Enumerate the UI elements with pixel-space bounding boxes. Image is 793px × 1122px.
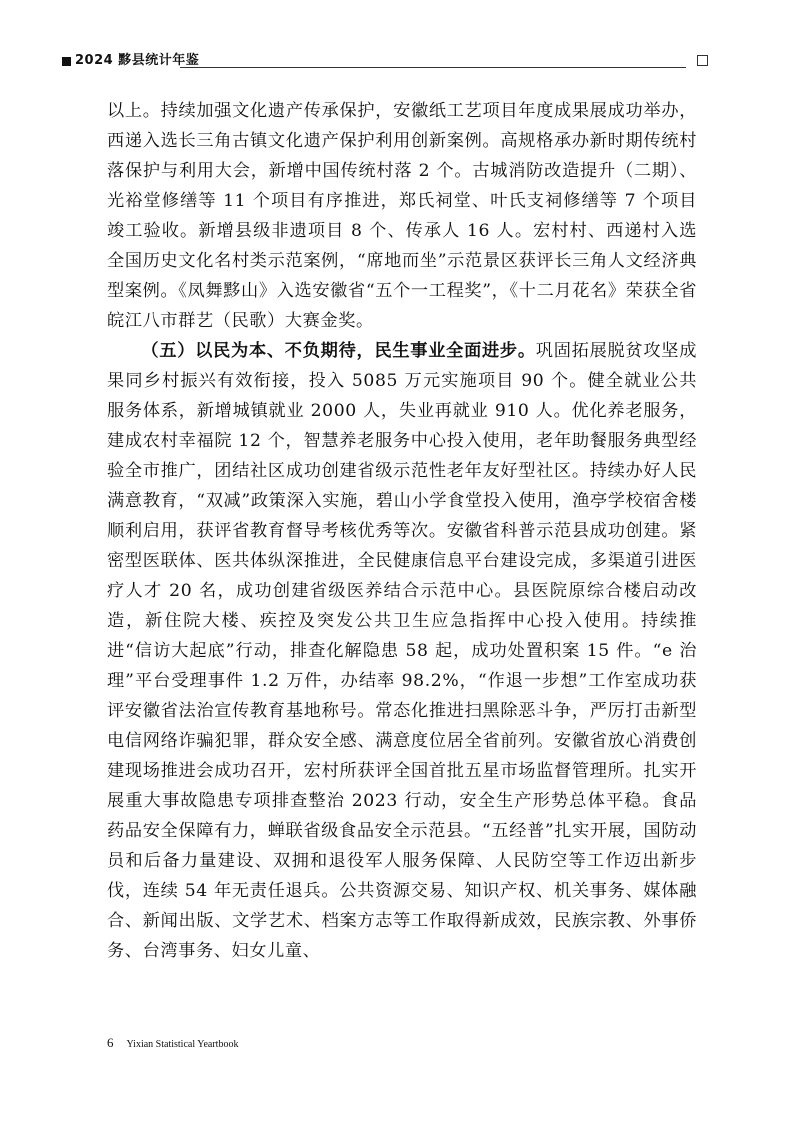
page-number: 6	[107, 1035, 114, 1050]
yearbook-title: 2024 黟县统计年鉴	[75, 53, 200, 68]
page-footer	[107, 1035, 238, 1051]
paragraph-text: 以上。持续加强文化遗产传承保护，安徽纸工艺项目年度成果展成功举办，西递入选长三角古镇文化遗产保护利用创新案例。高规格承办新时期传统村落保护与利用大会，新增中国传统村落 2 个。古城消防改造提升（二期）、光裕堂修缮等 11 个项目有序推进，郑氏祠堂、叶氏支祠修缮等 7 个项目竣工验收。新增县级非遗项目 8 个、传承人 16 人。宏村村、西递村入选全国历史文化名村类示范案例，“席地而坐”示范景区获评长三角人文经济典型案例。《凤舞黟山》入选安徽省“五个一工程奖”，《十二月花名》荣获全省皖江八市群艺（民歌）大赛金奖。	[107, 101, 697, 331]
paragraph-livelihood	[107, 336, 697, 966]
paragraph-culture	[107, 96, 697, 336]
page-header	[62, 52, 710, 74]
header-box-icon	[697, 55, 708, 66]
header-square-icon	[62, 57, 71, 66]
section-lead: （五）以民为本、不负期待，民生事业全面进步。	[141, 341, 536, 361]
header-rule	[180, 67, 686, 68]
paragraph-text: 巩固拓展脱贫攻坚成果同乡村振兴有效衔接，投入 5085 万元实施项目 90 个。健全就业公共服务体系，新增城镇就业 2000 人，失业再就业 910 人。优化养老服务，建成农村幸福院 12 个，智慧养老服务中心投入使用，老年助餐服务典型经验全市推广，团结社区成功创建省级示范性老年友好型社区。持续办好人民满意教育，“双减”政策深入实施，碧山小学食堂投入使用，渔亭学校宿舍楼顺利启用，获评省教育督导考核优秀等次。安徽省科普示范县成功创建。紧密型医联体、医共体纵深推进，全民健康信息平台建设完成，多渠道引进医疗人才 20 名，成功创建省级医养结合示范中心。县医院原综合楼启动改造，新住院大楼、疾控及突发公共卫生应急指挥中心投入使用。持续推进“信访大起底”行动，排查化解隐患 58 起，成功处置积案 15 件。“e 治理”平台受理事件 1.2 万件，办结率 98.2%，“作退一步想”工作室成功获评安徽省法治宣传教育基地称号。常态化推进扫黑除恶斗争，严厉打击新型电信网络诈骗犯罪，群众安全感、满意度位居全省前列。安徽省放心消费创建现场推进会成功召开，宏村所获评全国首批五星市场监督管理所。扎实开展重大事故隐患专项排查整治 2023 行动，安全生产形势总体平稳。食品药品安全保障有力，蝉联省级食品安全示范县。“五经普”扎实开展，国防动员和后备力量建设、双拥和退役军人服务保障、人民防空等工作迈出新步伐，连续 54 年无责任退兵。公共资源交易、知识产权、机关事务、媒体融合、新闻出版、文学艺术、档案方志等工作取得新成效，民族宗教、外事侨务、台湾事务、妇女儿童、	[107, 341, 698, 961]
footer-title: Yixian Statistical Yeartbook	[126, 1039, 239, 1050]
body-text	[107, 96, 697, 966]
